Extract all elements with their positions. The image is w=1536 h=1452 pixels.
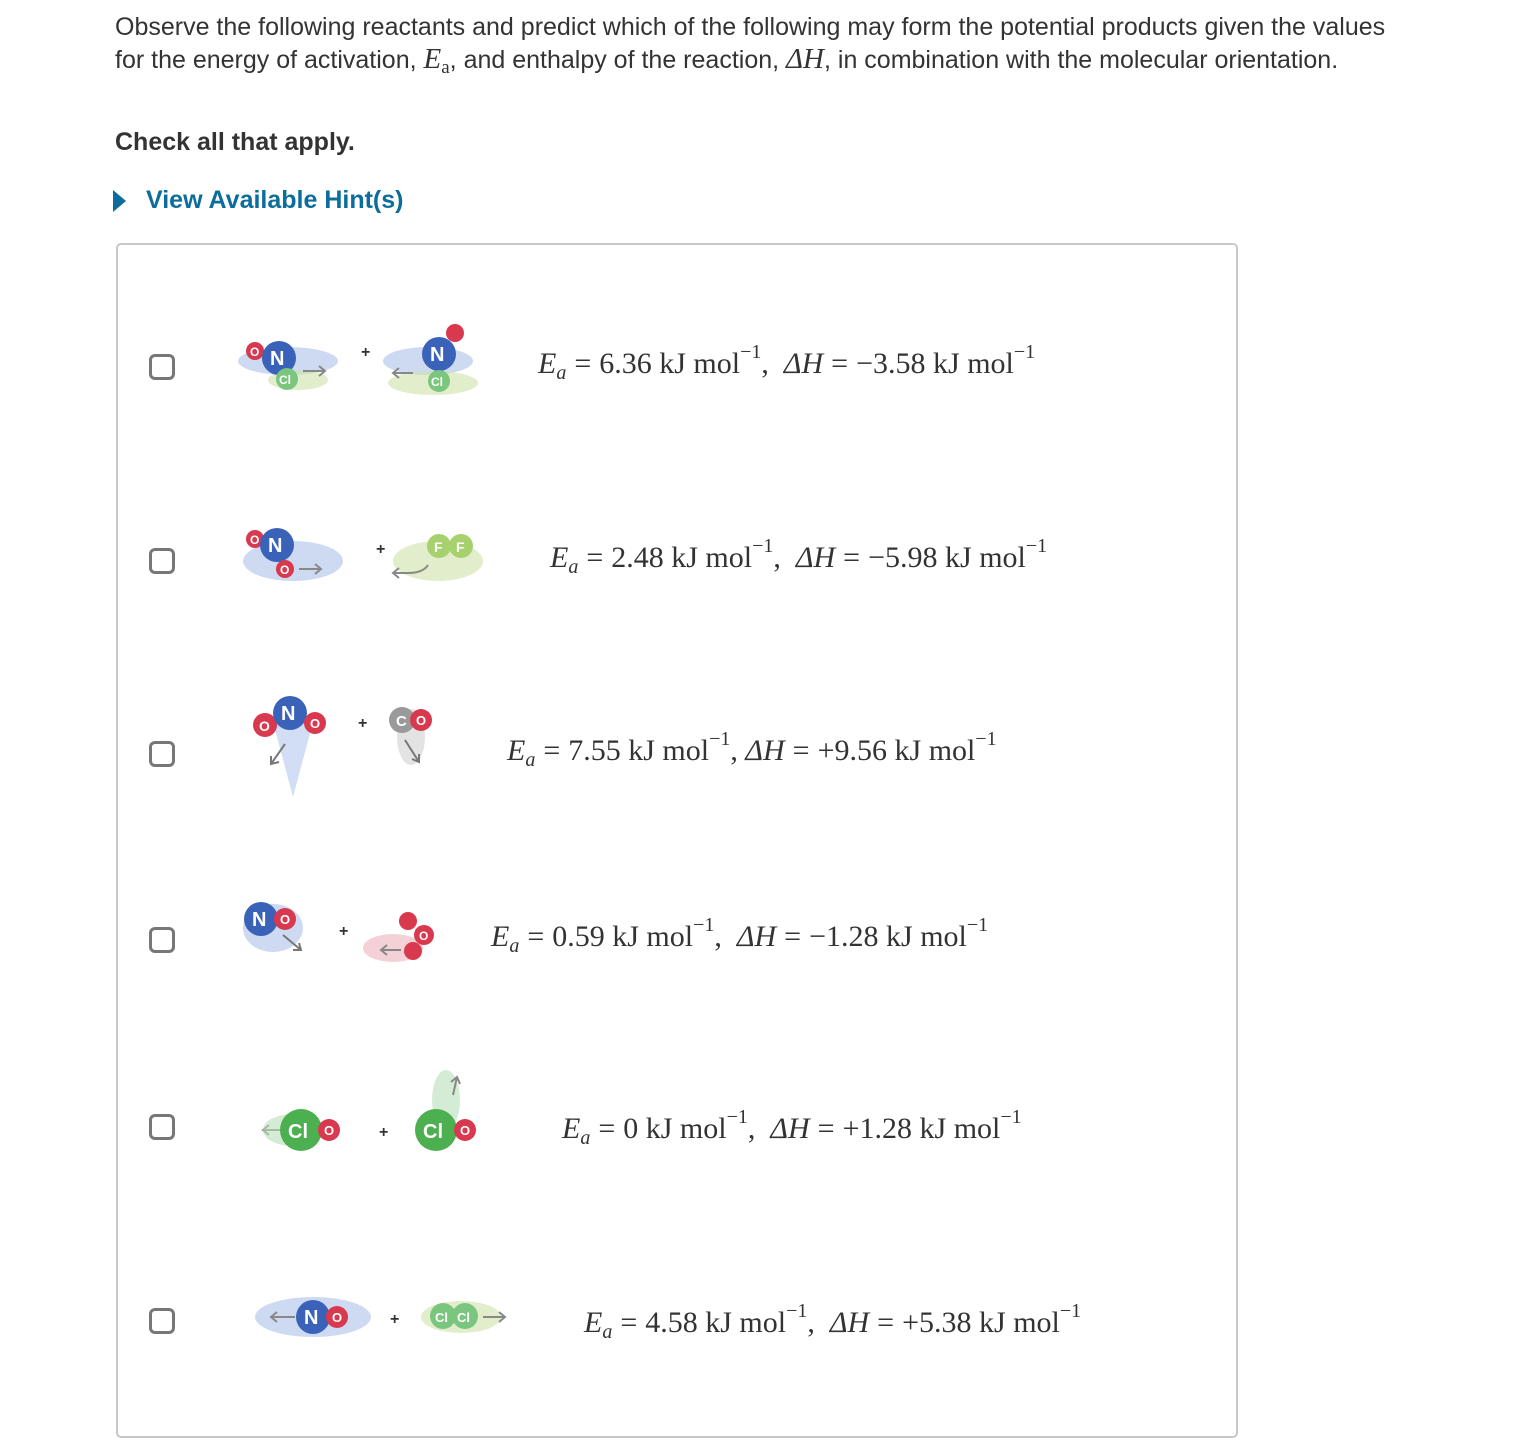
option-5-molecules (233, 1055, 513, 1185)
option-3-dh-value: +9.56 (817, 734, 888, 767)
chlorine-label: Cl (288, 1121, 308, 1143)
oxygen-label: O (250, 533, 260, 547)
option-5-checkbox[interactable] (149, 1114, 175, 1140)
option-3-equation: $E_a = 7.55$ kJ mol$^{-1}$, ΔH = +9.56 kJ mol$^{-1}$ (507, 728, 997, 771)
nitrogen-label: N (268, 535, 283, 557)
option-4-molecules (233, 888, 513, 998)
option-6-ea-value: 4.58 (645, 1306, 698, 1339)
carbon-label: C (396, 713, 407, 730)
oxygen-atom (446, 324, 464, 342)
check-all-instruction: Check all that apply. (115, 128, 355, 156)
option-2-checkbox[interactable] (149, 548, 175, 574)
option-4-equation: $E_a = 0.59$ kJ mol$^{-1}$, ΔH = −1.28 kJ mol$^{-1}$ (491, 914, 989, 957)
option-1-checkbox[interactable] (149, 354, 175, 380)
view-hints-toggle[interactable] (113, 186, 403, 215)
nitrogen-label: N (430, 344, 445, 366)
option-1-equation: $E_a = 6.36$ kJ mol$^{-1}$, ΔH = −3.58 kJ mol$^{-1}$ (538, 341, 1036, 384)
plus-sign: + (361, 344, 371, 361)
option-4-ea-value: 0.59 (552, 920, 605, 953)
ea-subscript: a (441, 57, 450, 78)
oxygen-label: O (250, 345, 260, 359)
plus-sign: + (339, 923, 349, 940)
nitrogen-label: N (270, 348, 285, 370)
oxygen-atom (399, 912, 417, 930)
view-hints-link[interactable]: View Available Hint(s) (146, 186, 404, 214)
oxygen-label: O (280, 912, 291, 927)
oxygen-label: O (332, 1310, 343, 1325)
oxygen-label: O (310, 716, 321, 731)
chlorine-label: Cl (431, 375, 443, 389)
nitrogen-label: N (281, 703, 296, 725)
oxygen-label: O (460, 1123, 471, 1138)
option-6[interactable] (118, 1269, 1238, 1379)
oxygen-label: O (280, 563, 290, 577)
option-2-molecules (233, 509, 513, 619)
option-5-equation: $E_a = 0$ kJ mol$^{-1}$, ΔH = +1.28 kJ mol$^{-1}$ (562, 1106, 1022, 1149)
question-text (115, 11, 1455, 84)
dh-symbol: ΔH (786, 43, 824, 75)
plus-sign: + (390, 1311, 400, 1328)
option-2-dh-value: −5.98 (868, 541, 938, 574)
option-6-checkbox[interactable] (149, 1308, 175, 1334)
ea-symbol: E (423, 43, 442, 75)
oxygen-label: O (419, 929, 429, 943)
fluorine-label: F (434, 539, 443, 555)
caret-right-icon (113, 190, 126, 212)
nitrogen-label: N (304, 1307, 319, 1329)
option-4-checkbox[interactable] (149, 927, 175, 953)
oxygen-label: O (416, 713, 427, 728)
option-5-dh-value: +1.28 (842, 1112, 913, 1145)
option-1-ea-value: 6.36 (599, 347, 652, 380)
question-line-2a: for the energy of activation, (115, 46, 417, 74)
option-5[interactable] (118, 1075, 1238, 1185)
question-line-2b: , and enthalpy of the reaction, (449, 46, 780, 74)
oxygen-label: O (259, 718, 270, 734)
oxygen-label: O (324, 1123, 335, 1138)
chlorine-label: Cl (435, 1310, 448, 1325)
question-line-2c: , in combination with the molecular orientation. (824, 46, 1339, 74)
nitrogen-label: N (252, 909, 267, 931)
answer-options-box (116, 243, 1238, 1438)
option-5-ea-value: 0 (623, 1112, 639, 1145)
plus-sign: + (376, 541, 386, 558)
motion-blur (273, 722, 313, 797)
option-1-molecules (233, 315, 513, 425)
oxygen-atom (404, 942, 422, 960)
plus-sign: + (379, 1124, 389, 1141)
option-6-equation: $E_a = 4.58$ kJ mol$^{-1}$, ΔH = +5.38 kJ mol$^{-1}$ (584, 1300, 1082, 1343)
option-1-dh-value: −3.58 (856, 347, 926, 380)
fluorine-label: F (456, 539, 465, 555)
question-line-1: Observe the following reactants and predict which of the following may form the potential products given the values (115, 13, 1386, 41)
option-3-ea-value: 7.55 (568, 734, 621, 767)
option-2-equation: $E_a = 2.48$ kJ mol$^{-1}$, ΔH = −5.98 kJ mol$^{-1}$ (550, 535, 1048, 578)
option-3-checkbox[interactable] (149, 741, 175, 767)
plus-sign: + (358, 715, 368, 732)
chlorine-label: Cl (279, 373, 291, 387)
option-3[interactable] (118, 702, 1238, 812)
option-4[interactable] (118, 888, 1238, 998)
option-2-ea-value: 2.48 (611, 541, 664, 574)
option-4-dh-value: −1.28 (809, 920, 879, 953)
option-1[interactable] (118, 315, 1238, 425)
option-6-dh-value: +5.38 (902, 1306, 972, 1339)
option-3-molecules (233, 682, 513, 812)
chlorine-label: Cl (423, 1121, 443, 1143)
option-2[interactable] (118, 509, 1238, 619)
chlorine-label: Cl (457, 1310, 470, 1325)
option-6-molecules (233, 1269, 513, 1379)
